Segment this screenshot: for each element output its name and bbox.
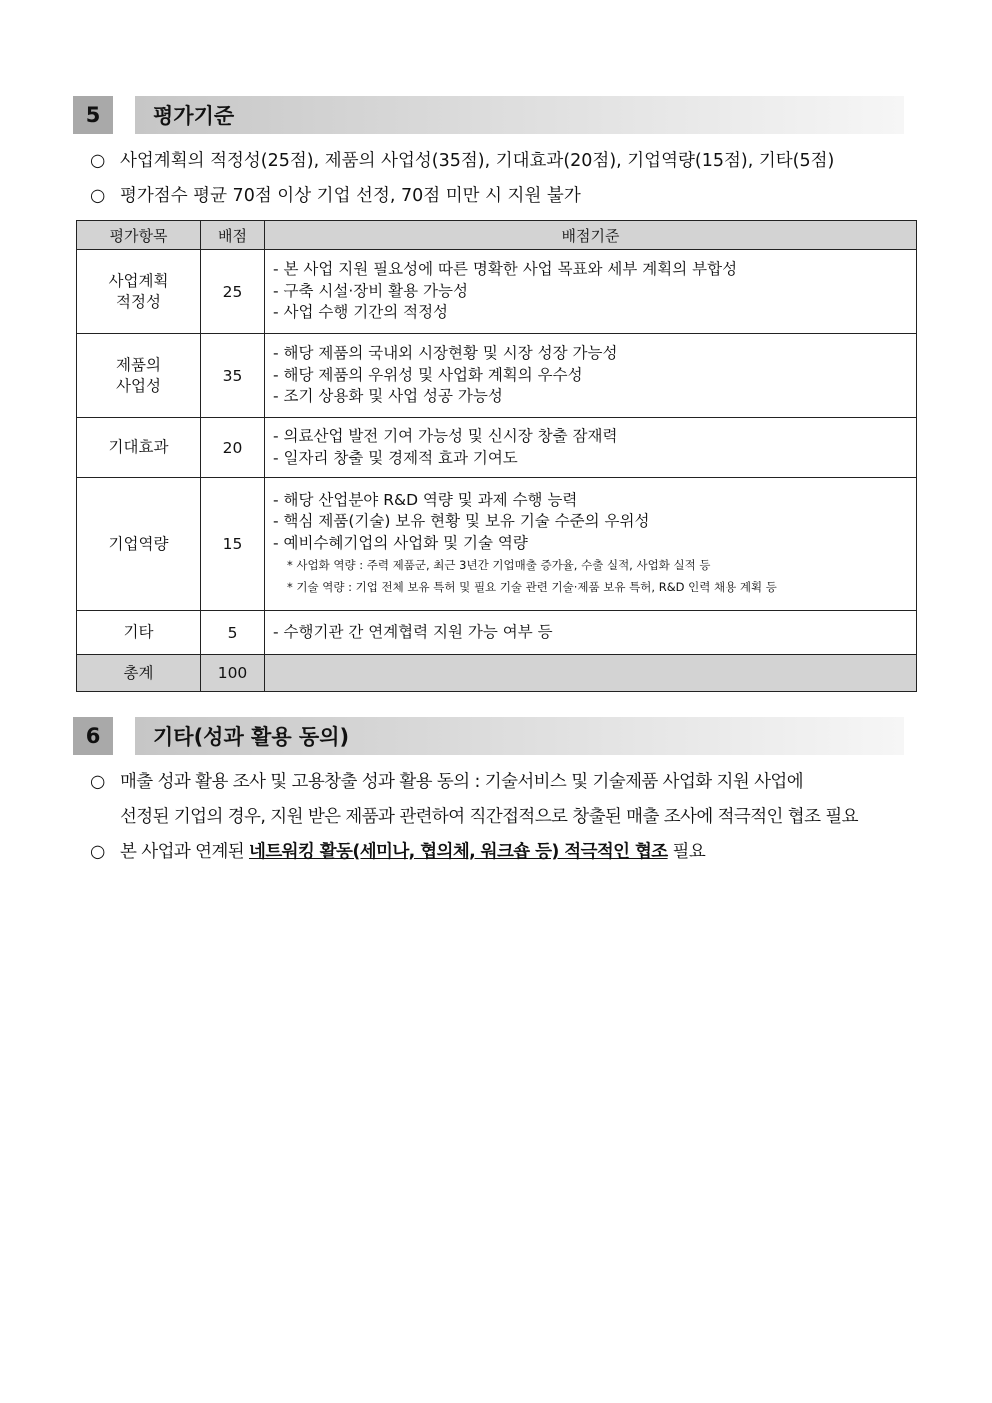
- section-6-header: [73, 717, 904, 755]
- table-row: [77, 478, 917, 611]
- section-5-number: 5: [73, 96, 113, 134]
- criteria-line: - 예비수혜기업의 사업화 및 기술 역량: [273, 533, 528, 552]
- item-line: 기타: [123, 623, 154, 641]
- row-item: [77, 611, 201, 655]
- item-line: 제품의: [116, 355, 161, 374]
- bullet-text-pre: 본 사업과 연계된: [120, 842, 250, 862]
- item-line: 사업성: [116, 376, 161, 395]
- section-6-bullet-1: [90, 768, 803, 793]
- row-score: 5: [201, 611, 265, 655]
- row-score: 15: [201, 478, 265, 611]
- section-5-title: 평가기준: [135, 96, 904, 134]
- bullet-text: 사업계획의 적정성(25점), 제품의 사업성(35점), 기대효과(20점), 기업역량(15점), 기타(5점): [120, 151, 835, 171]
- table-header-row: [77, 221, 917, 250]
- section-6-bullet-2: [90, 838, 705, 863]
- row-item: [77, 334, 201, 418]
- item-line: 적정성: [116, 292, 161, 311]
- row-item: [77, 418, 201, 478]
- criteria-line: - 수행기관 간 연계협력 지원 가능 여부 등: [273, 622, 553, 641]
- row-item: [77, 250, 201, 334]
- circle-bullet-icon: ○: [90, 186, 106, 206]
- total-score: 100: [201, 655, 265, 692]
- section-6-number: 6: [73, 717, 113, 755]
- section-6-bullet-1-continued: 선정된 기업의 경우, 지원 받은 제품과 관련하여 직간접적으로 창출된 매출 조사에 적극적인 협조 필요: [120, 807, 858, 827]
- criteria-line: - 해당 제품의 우위성 및 사업화 계획의 우수성: [273, 365, 583, 384]
- section-6-title: 기타(성과 활용 동의): [135, 717, 904, 755]
- section-5-bullet-1: [90, 147, 834, 172]
- total-label: 총계: [77, 655, 201, 692]
- table-row: [77, 334, 917, 418]
- criteria-note: * 사업화 역량 : 주력 제품군, 최근 3년간 기업매출 증가율, 수출 실적, 사업화 실적 등: [287, 558, 711, 573]
- row-criteria: [265, 334, 917, 418]
- row-criteria: [265, 418, 917, 478]
- criteria-line: - 구축 시설·장비 활용 가능성: [273, 281, 468, 300]
- item-line: 기대효과: [108, 438, 169, 456]
- header-score: 배점: [201, 221, 265, 250]
- row-score: 20: [201, 418, 265, 478]
- header-criteria: 배점기준: [265, 221, 917, 250]
- criteria-line: - 해당 산업분야 R&D 역량 및 과제 수행 능력: [273, 490, 578, 509]
- row-score: 25: [201, 250, 265, 334]
- circle-bullet-icon: ○: [90, 151, 106, 171]
- section-5-header: [73, 96, 904, 134]
- header-item: 평가항목: [77, 221, 201, 250]
- row-score: 35: [201, 334, 265, 418]
- row-criteria: [265, 250, 917, 334]
- row-item: [77, 478, 201, 611]
- section-5-bullet-2: [90, 182, 581, 207]
- table-row: [77, 250, 917, 334]
- criteria-line: - 핵심 제품(기술) 보유 현황 및 보유 기술 수준의 우위성: [273, 512, 650, 531]
- bullet-text-post: 필요: [667, 842, 706, 862]
- criteria-line: - 해당 제품의 국내외 시장현황 및 시장 성장 가능성: [273, 344, 618, 363]
- criteria-note: * 기술 역량 : 기업 전체 보유 특허 및 필요 기술 관련 기술·제품 보유 특허, R&D 인력 채용 계획 등: [287, 580, 777, 595]
- row-criteria: [265, 611, 917, 655]
- item-line: 사업계획: [108, 271, 169, 290]
- table-row: [77, 611, 917, 655]
- total-empty-cell: [265, 655, 917, 692]
- table-row: [77, 418, 917, 478]
- circle-bullet-icon: ○: [90, 842, 105, 862]
- bullet-text-emphasis: 네트워킹 활동(세미나, 협의체, 워크숍 등) 적극적인 협조: [249, 842, 668, 862]
- criteria-line: - 의료산업 발전 기여 가능성 및 신시장 창출 잠재력: [273, 427, 618, 445]
- row-criteria: [265, 478, 917, 611]
- criteria-line: - 일자리 창출 및 경제적 효과 기여도: [273, 448, 518, 467]
- bullet-text: 평가점수 평균 70점 이상 기업 선정, 70점 미만 시 지원 불가: [120, 186, 581, 206]
- criteria-line: - 조기 상용화 및 사업 성공 가능성: [273, 387, 503, 406]
- bullet-text: 매출 성과 활용 조사 및 고용창출 성과 활용 동의 : 기술서비스 및 기술제품 사업화 지원 사업에: [120, 772, 804, 792]
- item-line: 기업역량: [108, 534, 169, 553]
- criteria-line: - 본 사업 지원 필요성에 따른 명확한 사업 목표와 세부 계획의 부합성: [273, 260, 738, 279]
- circle-bullet-icon: ○: [90, 772, 105, 792]
- criteria-line: - 사업 수행 기간의 적정성: [273, 303, 449, 322]
- table-total-row: [77, 655, 917, 692]
- evaluation-criteria-table: [76, 220, 917, 692]
